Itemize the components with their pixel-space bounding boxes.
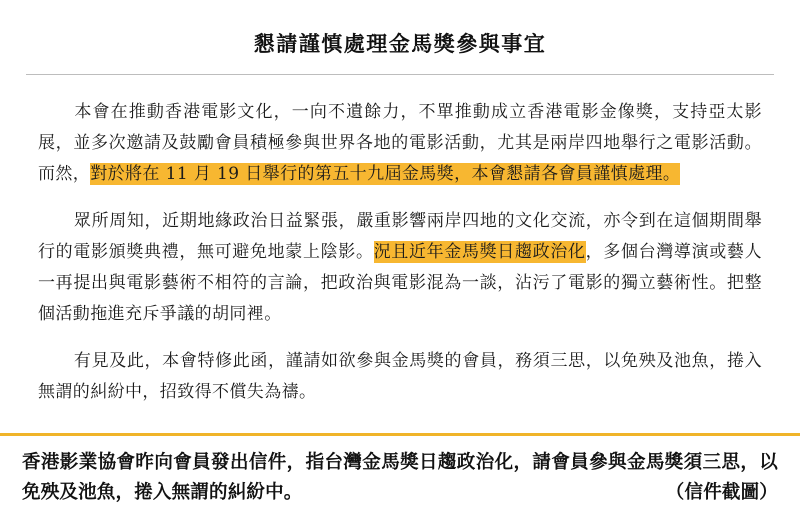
caption-body: 香港影業協會昨向會員發出信件，指台灣金馬獎日趨政治化，請會員參與金馬獎須三思，以免殃及池魚，捲入無謂的糾紛中。 xyxy=(22,452,778,503)
paragraph-3 xyxy=(38,346,762,408)
paragraph-2-segment-3: ，多個台灣導演或藝人一再提出與電影藝術不相符的言論，把政治與電影混為一談，沾污了電影的獨立藝術性。把整個活動拖進充斥爭議的胡同裡。 xyxy=(38,242,762,324)
paragraph-3-segment-1: 有見及此，本會特修此函，謹請如欲參與金馬獎的會員，務須三思，以免殃及池魚，捲入無謂的糾紛中，招致得不償失為禱。 xyxy=(38,351,762,402)
document-body xyxy=(26,97,774,408)
title-divider xyxy=(26,74,774,75)
document-title: 懇請謹慎處理金馬獎參與事宜 xyxy=(253,31,547,56)
caption-bar xyxy=(0,433,800,517)
paragraph-2 xyxy=(38,206,762,330)
paragraph-1-highlight: 對於將在 11 月 19 日舉行的第五十九屆金馬獎，本會懇請各會員謹慎處理。 xyxy=(90,164,681,184)
paragraph-2-highlight: 況且近年金馬獎日趨政治化 xyxy=(373,242,586,262)
paragraph-1 xyxy=(38,97,762,190)
caption-credit: （信件截圖） xyxy=(665,482,778,503)
paragraph-1-segment-1: 本會在推動香港電影文化，一向不遺餘力，不單推動成立香港電影金像獎，支持亞太影展，並多次邀請及鼓勵會員積極參與世界各地的電影活動，尤其是兩岸四地舉行之電影活動。而然， xyxy=(38,102,762,184)
paragraph-2-segment-1: 眾所周知，近期地緣政治日益緊張，嚴重影響兩岸四地的文化交流，亦令到在這個期間舉行的電影頒獎典禮，無可避免地蒙上陰影。 xyxy=(38,211,762,262)
caption-text xyxy=(22,448,778,508)
